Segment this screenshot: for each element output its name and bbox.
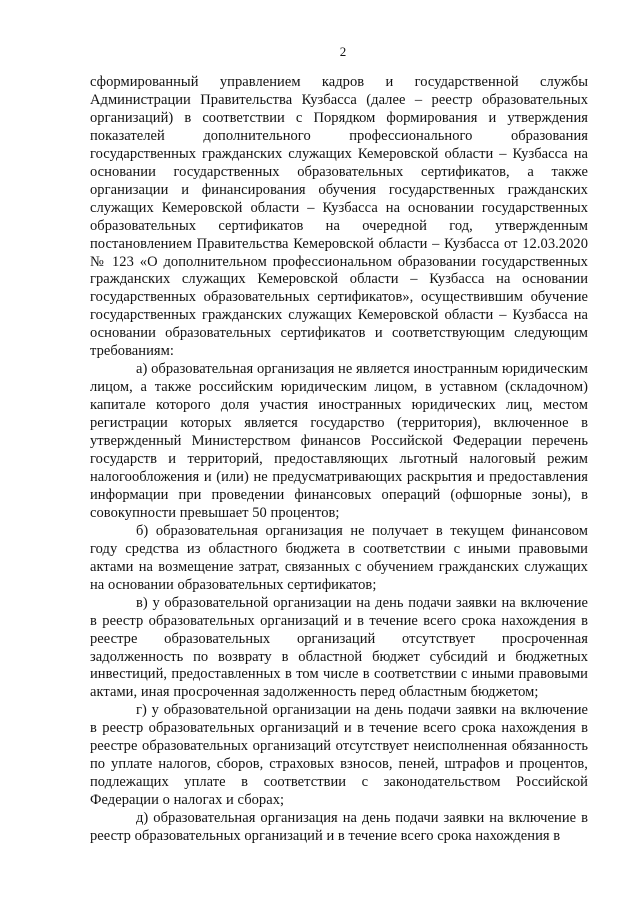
paragraph-continuation: сформированный управлением кадров и государственной службы Администрации Правительства Кузбасса (далее – реестр образовательных организаций) в соответствии с Порядком формирования и утверждения показателей дополнительного профессионального образования государственных гражданских служащих Кемеровской области – Кузбасса на основании государственных образовательных сертификатов, а также организации и финансирования обучения государственных гражданских служащих Кемеровской области – Кузбасса на основании государственных образовательных сертификатов на очередной год, утвержденным постановлением Правительства Кемеровской области – Кузбасса от 12.03.2020 № 123 «О дополнительном профессиональном образовании государственных гражданских служащих Кемеровской области – Кузбасса на основании государственных образовательных сертификатов», осуществившим обучение государственных гражданских служащих Кемеровской области – Кузбасса на основании образовательных сертификатов и соответствующим следующим требованиям: [90,74,588,360]
page-number: 2 [339,44,347,59]
paragraph-item-v: в) у образовательной организации на день подачи заявки на включение в реестр образовательных организаций и в течение всего срока нахождения в реестре образовательных организаций отсутствует просроченная задолженность по возврату в областной бюджет субсидий и бюджетных инвестиций, предоставленных в том числе в соответствии с иными правовыми актами, иная просроченная задолженность перед областным бюджетом; [90,594,588,701]
paragraph-item-b: б) образовательная организация не получает в текущем финансовом году средства из областного бюджета в соответствии с иными правовыми актами на возмещение затрат, связанных с обучением гражданских служащих на основании образовательных сертификатов; [90,522,588,593]
paragraph-item-g: г) у образовательной организации на день подачи заявки на включение в реестр образовательных организаций и в течение всего срока нахождения в реестре образовательных организаций отсутствует неисполненная обязанность по уплате налогов, сборов, страховых взносов, пеней, штрафов и процентов, подлежащих уплате в соответствии с законодательством Российской Федерации о налогах и сборах; [90,702,588,809]
paragraph-item-d: д) образовательная организация на день подачи заявки на включение в реестр образовательных организаций и в течение всего срока нахождения в [90,810,588,845]
paragraph-item-a: а) образовательная организация не является иностранным юридическим лицом, а также российским юридическим лицом, в уставном (складочном) капитале которого доля участия иностранных юридических лиц, местом регистрации которых является государство (территория), включенное в утвержденный Министерством финансов Российской Федерации перечень государств и территорий, предоставляющих льготный налоговый режим налогообложения и (или) не предусматривающих раскрытия и предоставления информации при проведении финансовых операций (офшорные зоны), в совокупности превышает 50 процентов; [90,361,588,521]
